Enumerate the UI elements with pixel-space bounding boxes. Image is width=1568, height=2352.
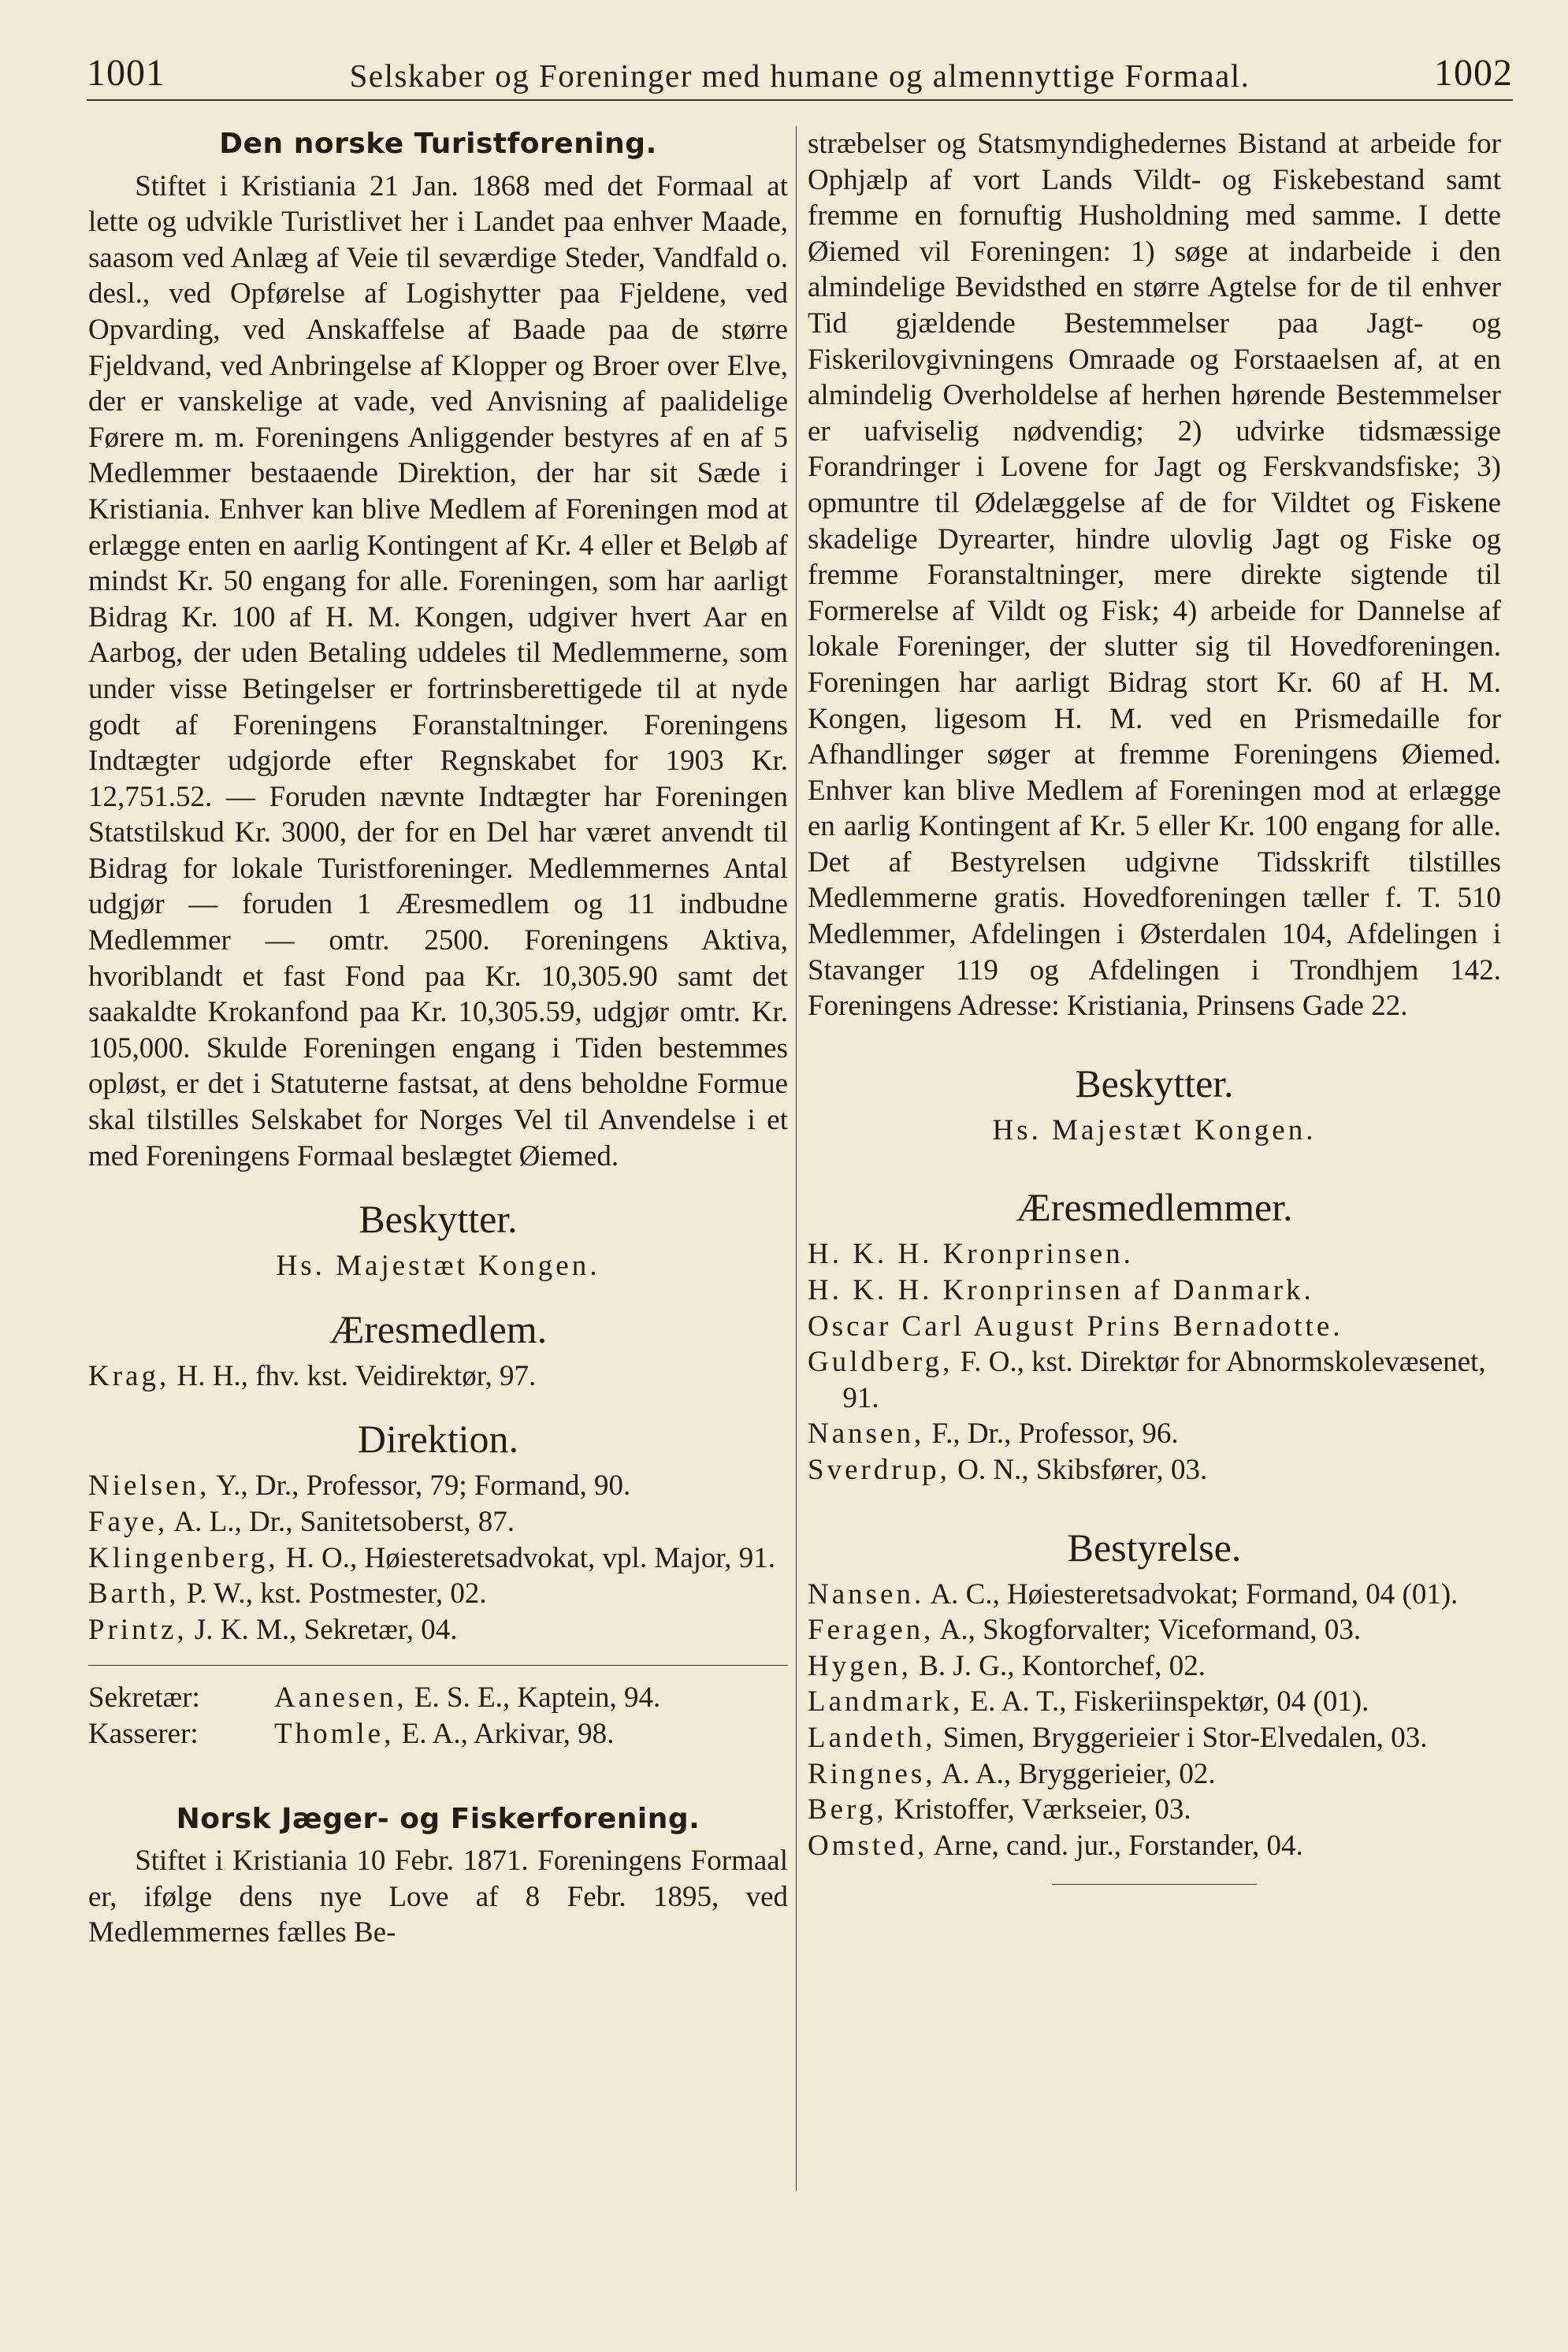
entry-details: F. O., kst. Direktør for Abnormskolevæsenet, 91. bbox=[842, 1346, 1486, 1414]
list-item bbox=[88, 1612, 788, 1648]
entry-name: Nielsen, bbox=[88, 1470, 210, 1503]
direktion-list bbox=[88, 1468, 788, 1648]
entry-name: Sverdrup, bbox=[808, 1454, 950, 1486]
aeresmedlemmer-list bbox=[808, 1236, 1501, 1488]
list-item bbox=[808, 1273, 1501, 1309]
entry-details: B. J. G., Kontorchef, 02. bbox=[919, 1649, 1206, 1682]
header-rule bbox=[87, 99, 1513, 101]
section-heading-turistforening: Den norske Turistforening. bbox=[219, 128, 657, 160]
entry-name: Berg, bbox=[808, 1793, 887, 1826]
list-item bbox=[808, 1309, 1501, 1345]
left-column bbox=[88, 126, 788, 2301]
aeresmedlem-heading: Æresmedlem. bbox=[329, 1306, 548, 1351]
page-number-left: 1001 bbox=[87, 52, 165, 94]
jaegerforening-body: Stiftet i Kristiania 10 Febr. 1871. Foreningens Formaal er, ifølge dens nye Love af 8 Febr. 1895, ved Medlemmernes fælles Be- bbox=[88, 1845, 788, 1949]
list-item bbox=[808, 1828, 1501, 1864]
entry-details: E. A., Arkivar, 98. bbox=[401, 1717, 615, 1750]
officer-role: Kasserer: bbox=[88, 1717, 199, 1750]
bestyrelse-list bbox=[808, 1577, 1501, 1864]
entry-details: Oscar Carl August Prins Bernadotte. bbox=[808, 1310, 1343, 1343]
entry-name: Hygen, bbox=[808, 1649, 912, 1682]
entry-details: Y., Dr., Professor, 79; Formand, 90. bbox=[216, 1470, 631, 1503]
running-title: Selskaber og Foreninger med humane og almennyttige Formaal. bbox=[349, 58, 1250, 94]
section-heading-jaegerforening: Norsk Jæger- og Fiskerforening. bbox=[176, 1802, 700, 1835]
list-item bbox=[808, 1720, 1501, 1756]
list-item bbox=[808, 1236, 1501, 1273]
entry-details: A., Skogforvalter; Viceformand, 03. bbox=[939, 1614, 1362, 1647]
officers-list bbox=[88, 1680, 788, 1752]
direktion-heading: Direktion. bbox=[357, 1417, 519, 1462]
list-item bbox=[808, 1344, 1501, 1416]
list-item bbox=[808, 1756, 1501, 1793]
entry-details: H. K. H. Kronprinsen. bbox=[808, 1238, 1134, 1271]
aeresmedlemmer-heading: Æresmedlemmer. bbox=[1016, 1185, 1293, 1230]
list-item bbox=[808, 1577, 1501, 1613]
beskytter-text: Hs. Majestæt Kongen. bbox=[992, 1113, 1317, 1146]
entry-name: Landeth, bbox=[808, 1721, 936, 1754]
page-number-right: 1002 bbox=[1434, 52, 1513, 94]
jaegerforening-body-continued: stræbelser og Statsmyndighedernes Bistand at arbeide for Ophjælp af vort Lands Vildt- og Fiskebestand samt fremme en fornuftig Husholdning med samme. I dette Øiemed vil Foreningen: 1) søge at indarbeide i den almindelige Bevidsthed en større Agtelse for de til enhver Tid gjældende Bestemmelser paa Jagt- og Fiskerilovgivningens Omraade og Forstaaelsen af, at en almindelig Overholdelse af herhen hørende Bestemmelser er uafviselig nødvendig; 2) udvirke tidsmæssige Forandringer i Lovene for Jagt og Ferskvandsfiske; 3) opmuntre til Ødelæggelse af de for Vildtet og Fiskene skadelige Dyrearter, hindre ulovlig Jagt og Fiske og fremme Foranstaltninger, mere direkte sigtende til Formerelse af Vildt og Fisk; 4) arbeide for Dannelse af lokale Foreninger, der slutter sig til Hovedforeningen. Foreningen har aarligt Bidrag stort Kr. 60 af H. M. Kongen, ligesom H. M. ved en Prismedaille for Afhandlinger søger at fremme Foreningens Øiemed. Enhver kan blive Medlem af Foreningen mod at erlægge en aarlig Kontingent af Kr. 5 eller Kr. 100 engang for alle. Det af Bestyrelsen udgivne Tidsskrift tilstilles Medlemmerne gratis. Hovedforeningen tæller f. T. 510 Medlemmer, Afdelingen i Østerdalen 104, Afdelingen i Stavanger 119 og Afdelingen i Trondhjem 142. Foreningens Adresse: Kristiania, Prinsens Gade 22. bbox=[808, 128, 1501, 1023]
list-item bbox=[88, 1358, 788, 1395]
entry-details: H. K. H. Kronprinsen af Danmark. bbox=[808, 1274, 1314, 1307]
entry-details: F., Dr., Professor, 96. bbox=[931, 1418, 1179, 1451]
entry-name: Aanesen, bbox=[274, 1681, 407, 1715]
aeresmedlem-list bbox=[88, 1358, 788, 1395]
entry-name: Feragen, bbox=[808, 1614, 934, 1647]
list-item bbox=[88, 1716, 788, 1752]
entry-name: Barth, bbox=[88, 1577, 180, 1611]
entry-details: A. L., Dr., Sanitetsoberst, 87. bbox=[173, 1506, 515, 1538]
entry-details: A. C., Høiesteretsadvokat; Formand, 04 (01). bbox=[930, 1577, 1458, 1611]
entry-name: Klingenberg, bbox=[88, 1541, 279, 1574]
beskytter-text: Hs. Majestæt Kongen. bbox=[276, 1250, 600, 1283]
entry-details: Simen, Bryggerieier i Stor-Elvedalen, 03. bbox=[942, 1721, 1428, 1754]
list-item bbox=[808, 1648, 1501, 1685]
entry-details: H. O., Høiesteretsadvokat, vpl. Major, 91. bbox=[285, 1541, 776, 1574]
entry-name: Ringnes, bbox=[808, 1757, 936, 1790]
entry-details: Arne, cand. jur., Forstander, 04. bbox=[933, 1829, 1303, 1862]
list-item bbox=[808, 1792, 1501, 1828]
entry-details: J. K. M., Sekretær, 04. bbox=[194, 1613, 458, 1646]
entry-details: H. H., fhv. kst. Veidirektør, 97. bbox=[176, 1359, 537, 1392]
entry-details: E. A. T., Fiskeriinspektør, 04 (01). bbox=[970, 1685, 1369, 1718]
beskytter-heading: Beskytter. bbox=[1075, 1061, 1234, 1105]
entry-details: O. N., Skibsfører, 03. bbox=[957, 1454, 1208, 1486]
beskytter-heading: Beskytter. bbox=[359, 1197, 518, 1242]
list-item bbox=[88, 1504, 788, 1540]
entry-name: Faye, bbox=[88, 1506, 169, 1538]
list-item bbox=[808, 1612, 1501, 1648]
entry-name: Printz, bbox=[88, 1613, 188, 1646]
entry-name: Omsted, bbox=[808, 1829, 928, 1862]
bestyrelse-heading: Bestyrelse. bbox=[1067, 1525, 1242, 1570]
entry-details: P. W., kst. Postmester, 02. bbox=[186, 1577, 487, 1611]
page-header bbox=[87, 32, 1513, 95]
list-item bbox=[808, 1684, 1501, 1720]
entry-name: Nansen, bbox=[808, 1418, 925, 1451]
officers-rule bbox=[88, 1665, 788, 1666]
list-item bbox=[808, 1452, 1501, 1488]
list-item bbox=[88, 1468, 788, 1504]
entry-details: E. S. E., Kaptein, 94. bbox=[414, 1681, 661, 1715]
entry-details: A. A., Bryggerieier, 02. bbox=[941, 1757, 1216, 1790]
officer-role: Sekretær: bbox=[88, 1681, 200, 1715]
list-item bbox=[808, 1416, 1501, 1452]
list-item bbox=[88, 1680, 788, 1716]
end-rule bbox=[1052, 1884, 1257, 1885]
entry-name: Krag, bbox=[88, 1359, 170, 1392]
entry-name: Landmark, bbox=[808, 1685, 964, 1718]
entry-name: Guldberg, bbox=[808, 1346, 953, 1379]
entry-name: Thomle, bbox=[274, 1717, 395, 1750]
column-divider bbox=[796, 126, 797, 2190]
entry-name: Nansen. bbox=[808, 1577, 925, 1611]
list-item bbox=[88, 1540, 788, 1577]
entry-details: Kristoffer, Værkseier, 03. bbox=[894, 1793, 1191, 1826]
turistforening-body: Stiftet i Kristiania 21 Jan. 1868 med det Formaal at lette og udvikle Turistlivet her i Landet paa enhver Maade, saasom ved Anlæg af Veie til seværdige Steder, Vandfald o. desl., ved Opførelse af Logishytter paa Fjeldene, ved Opvarding, ved Anskaffelse af Baade paa de større Fjeldvand, ved Anbringelse af Klopper og Broer over Elve, der er vanskelige at vade, ved Anvisning af paalidelige Førere m. m. Foreningens Anliggender bestyres af en af 5 Medlemmer bestaaende Direktion, der har sit Sæde i Kristiania. Enhver kan blive Medlem af Foreningen mod at erlægge enten en aarlig Kontingent af Kr. 4 eller et Beløb af mindst Kr. 50 engang for alle. Foreningen, som har aarligt Bidrag Kr. 100 af H. M. Kongen, udgiver hvert Aar en Aarbog, der uden Betaling uddeles til Medlemmerne, som under visse Betingelser er fortrinsberettigede til at nyde godt af Foreningens Foranstaltninger. Foreningens Indtægter udgjorde efter Regnskabet for 1903 Kr. 12,751.52. — Foruden nævnte Indtægter har Foreningen Statstilskud Kr. 3000, der for en Del har været anvendt til Bidrag for lokale Turistforeninger. Medlemmernes Antal udgjør — foruden 1 Æresmedlem og 11 indbudne Medlemmer — omtr. 2500. Foreningens Aktiva, hvoriblandt et fast Fond paa Kr. 10,305.90 samt det saakaldte Krokanfond paa Kr. 10,305.59, udgjør omtr. Kr. 105,000. Skulde Foreningen engang i Tiden bestemmes opløst, er det i Statuterne fastsat, at dens beholdne Formue skal tilstilles Selskabet for Norges Vel til Anvendelse i et med Foreningens Formaal beslægtet Øiemed. bbox=[88, 169, 788, 1172]
right-column bbox=[808, 126, 1501, 2301]
list-item bbox=[88, 1576, 788, 1612]
